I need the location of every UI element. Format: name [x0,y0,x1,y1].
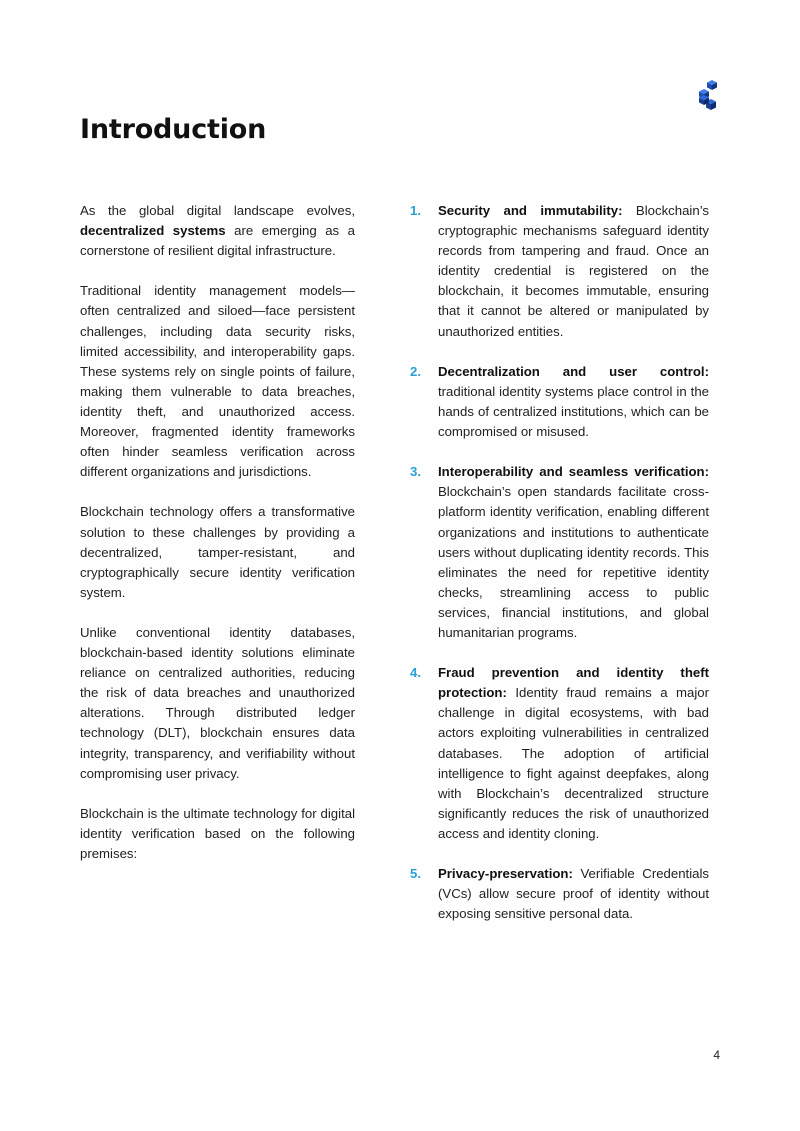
list-item [410,864,709,924]
list-item-body: Blockchain’s open standards facilitate cross-platform identity verification, enabling different organizations and institutions to authenticate users without duplicating identity records. This eliminates the need for repetitive identity checks, streamlining access to public services, financial institutions, and global humanitarian programs. [438,484,709,640]
list-item [410,663,709,844]
list-item-body: Identity fraud remains a major challenge in digital ecosystems, with bad actors exploiting vulnerabilities in centralized databases. The adoption of artificial intelligence to fight against deepfakes, along with Blockchain’s decentralized structure significantly reduces the risk of unauthorized access and identity cloning. [438,685,709,841]
intro-lead-text: As the global digital landscape evolves, [80,203,355,218]
list-item-body: Blockchain’s cryptographic mechanisms safeguard identity records from tampering and fraud. Once an identity credential is registered on the blockchain, it becomes immutable, ensuring that it cannot be altered or manipulated by unauthorized entities. [438,203,709,339]
intro-paragraph-4: Unlike conventional identity databases, blockchain-based identity solutions eliminate reliance on centralized authorities, reducing the risk of data breaches and unauthorized alterations. Through distributed ledger technology (DLT), blockchain ensures data integrity, transparency, and verifiability without compromising user privacy. [80,624,355,781]
list-item-number: 3. [410,464,421,480]
intro-paragraph-5: Blockchain is the ultimate technology for digital identity verification based on the following premises: [80,805,355,861]
list-item-text [438,864,709,924]
list-item-number: 2. [410,363,421,379]
list-item-title: Decentralization and user control: [438,363,709,379]
list-item-text [438,462,709,643]
list-item-body: traditional identity systems place control in the hands of centralized institutions, which can be compromised or misused. [438,383,709,440]
list-item [410,201,709,342]
list-item-title: Privacy-preservation: [438,866,573,882]
list-item-title: Security and immutability: [438,203,623,218]
intro-column [80,201,355,884]
decentralized-systems-emphasis: decentralized systems [80,223,226,239]
list-item-text [438,663,709,844]
list-item [410,362,709,442]
list-item-text [438,201,709,342]
list-item-body: Verifiable Credentials (VCs) allow secure proof of identity without exposing sensitive personal data. [438,866,709,922]
list-item-number: 5. [410,866,421,882]
intro-paragraph-1 [80,201,355,261]
list-item [410,462,709,643]
intro-rest-text: are emerging as a cornerstone of resilient digital infrastructure. [80,223,355,259]
list-item-text [438,362,709,442]
list-item-number: 1. [410,203,421,218]
list-item-number: 4. [410,665,421,681]
intro-paragraph-3: Blockchain technology offers a transformative solution to these challenges by providing a decentralized, tamper-resistant, and cryptographically secure identity verification system. [80,504,355,600]
page-title: Introduction [80,114,267,145]
premises-list [410,201,709,944]
list-item-title: Fraud prevention and identity theft protection: [438,665,709,701]
list-item-title: Interoperability and seamless verification: [438,464,709,480]
stacked-cubes-logo-icon [694,78,722,114]
page-number: 4 [713,1048,720,1062]
intro-paragraph-2: Traditional identity management models—often centralized and siloed—face persistent challenges, including data security risks, limited accessibility, and interoperability gaps. These systems rely on single points of failure, making them vulnerable to data breaches, identity theft, and unauthorized access. Moreover, fragmented identity frameworks often hinder seamless verification across different organizations and jurisdictions. [80,283,355,480]
